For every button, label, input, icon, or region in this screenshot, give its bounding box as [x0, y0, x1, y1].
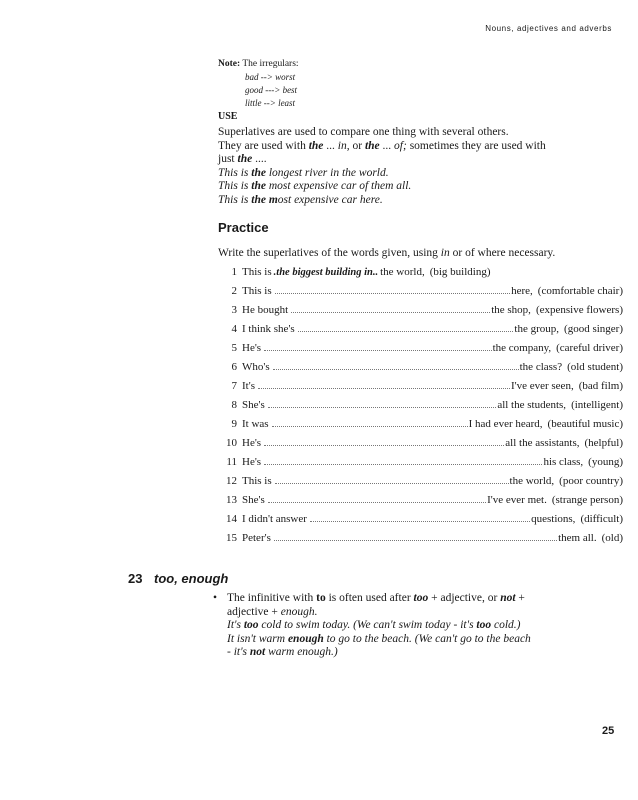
- item-number: 2: [231, 285, 237, 297]
- item-hint: (intelligent): [571, 399, 623, 411]
- item-hint: (expensive flowers): [535, 304, 623, 316]
- item-number: 4: [231, 323, 237, 335]
- item-continuation: them all.: [558, 532, 597, 544]
- item-continuation: the group,: [514, 323, 560, 335]
- answer-blank[interactable]: [274, 540, 557, 541]
- item-prompt: I think she's: [242, 323, 295, 335]
- exercise-item: [218, 437, 623, 456]
- item-number: 12: [226, 475, 237, 487]
- note-label: Note:: [218, 59, 241, 69]
- item-prompt: He's: [242, 342, 262, 354]
- item-hint: (good singer): [564, 323, 623, 335]
- exercise-item: [218, 380, 623, 399]
- running-head: Nouns, adjectives and adverbs: [485, 24, 612, 33]
- exercise-item: [218, 532, 623, 551]
- item-continuation: all the assistants,: [505, 437, 580, 449]
- answer-blank[interactable]: [273, 369, 519, 370]
- item-number: 9: [231, 418, 237, 430]
- item-continuation: I've ever met.: [487, 494, 547, 506]
- item-continuation: here,: [511, 285, 533, 297]
- item-number: 3: [231, 304, 237, 316]
- note-item: bad --> worst: [245, 72, 296, 82]
- item-hint: (poor country): [559, 475, 623, 487]
- answer-blank[interactable]: [258, 388, 510, 389]
- item-prompt: He's: [242, 437, 262, 449]
- item-hint: (young): [588, 456, 623, 468]
- item-prompt: This is: [242, 475, 272, 487]
- item-hint: (difficult): [580, 513, 623, 525]
- rule-text: adjective + enough.: [227, 605, 318, 618]
- use-line: just the ....: [218, 153, 267, 165]
- item-prompt: This is: [242, 285, 272, 297]
- item-number: 10: [226, 437, 237, 449]
- item-continuation: the shop,: [491, 304, 531, 316]
- item-continuation: I had ever heard,: [468, 418, 543, 430]
- item-prompt: It's: [242, 380, 255, 392]
- item-continuation: questions,: [531, 513, 576, 525]
- item-number: 7: [231, 380, 237, 392]
- item-hint: (old): [601, 532, 623, 544]
- exercise-item: [218, 513, 623, 532]
- answer-blank[interactable]: [272, 426, 468, 427]
- item-hint: (careful driver): [556, 342, 623, 354]
- irregulars-note: [218, 58, 299, 110]
- item-number: 8: [231, 399, 237, 411]
- section-heading: [128, 571, 228, 586]
- practice-instructions: Write the superlatives of the words given, using in or of where necessary.: [218, 247, 556, 259]
- item-hint: (helpful): [584, 437, 623, 449]
- answer-blank[interactable]: [275, 483, 509, 484]
- item-continuation: the world,: [509, 475, 555, 487]
- bullet-line: [213, 592, 573, 606]
- section-body: [213, 592, 573, 660]
- item-answer: .the biggest building in..: [273, 267, 379, 278]
- use-heading: USE: [218, 111, 238, 122]
- answer-blank[interactable]: [268, 502, 486, 503]
- practice-heading: Practice: [218, 220, 269, 235]
- use-paragraph: [218, 126, 588, 207]
- page-number: 25: [602, 725, 615, 737]
- item-prompt: This is: [242, 266, 272, 278]
- answer-blank[interactable]: [264, 445, 504, 446]
- item-continuation: his class,: [543, 456, 584, 468]
- item-prompt: It was: [242, 418, 269, 430]
- use-line: They are used with the ... in, or the ... of; sometimes they are used with: [218, 139, 546, 152]
- exercise-item: [218, 342, 623, 361]
- item-number: 5: [231, 342, 237, 354]
- exercise-item: [218, 285, 623, 304]
- item-number: 14: [226, 513, 237, 525]
- item-hint: (big building): [429, 266, 491, 278]
- item-prompt: I didn't answer: [242, 513, 307, 525]
- example-line: It isn't warm enough to go to the beach. (We can't go to the beach: [227, 632, 531, 645]
- item-number: 1: [231, 266, 237, 278]
- item-hint: (comfortable chair): [537, 285, 623, 297]
- use-example: This is the longest river in the world.: [218, 166, 389, 179]
- answer-blank[interactable]: [264, 350, 491, 351]
- item-continuation: all the students,: [497, 399, 567, 411]
- answer-blank[interactable]: [268, 407, 497, 408]
- item-hint: (strange person): [551, 494, 623, 506]
- item-prompt: She's: [242, 399, 265, 411]
- use-example: This is the most expensive car of them all.: [218, 180, 412, 192]
- item-hint: (old student): [567, 361, 623, 373]
- item-continuation: the class?: [519, 361, 563, 373]
- rule-text: The infinitive with to is often used after too + adjective, or not +: [227, 592, 525, 604]
- bullet-icon: •: [213, 592, 218, 604]
- item-continuation: the company,: [492, 342, 552, 354]
- item-number: 15: [226, 532, 237, 544]
- use-line: Superlatives are used to compare one thing with several others.: [218, 126, 509, 138]
- use-example: This is the most expensive car here.: [218, 193, 383, 206]
- exercise-item: [218, 399, 623, 418]
- exercise-item: [218, 418, 623, 437]
- answer-blank[interactable]: [310, 521, 530, 522]
- item-prompt: He's: [242, 456, 262, 468]
- answer-blank[interactable]: [298, 331, 514, 332]
- note-item: good ---> best: [245, 85, 298, 95]
- note-item: little --> least: [245, 98, 296, 108]
- exercise-list: [218, 266, 623, 551]
- item-prompt: Who's: [242, 361, 270, 373]
- section-title: too, enough: [154, 571, 229, 586]
- section-number: 23: [128, 571, 143, 586]
- example-line: - it's not warm enough.): [227, 646, 338, 658]
- answer-blank[interactable]: [264, 464, 542, 465]
- item-continuation: I've ever seen,: [510, 380, 574, 392]
- exercise-item: [218, 323, 623, 342]
- exercise-item: [218, 266, 623, 285]
- item-continuation: the world,: [380, 266, 425, 278]
- exercise-item: [218, 475, 623, 494]
- item-prompt: She's: [242, 494, 265, 506]
- note-intro: The irregulars:: [242, 59, 299, 69]
- item-prompt: Peter's: [242, 532, 271, 544]
- item-hint: (beautiful music): [547, 418, 623, 430]
- item-hint: (bad film): [578, 380, 623, 392]
- exercise-item: [218, 304, 623, 323]
- item-number: 6: [231, 361, 237, 373]
- exercise-item: [218, 494, 623, 513]
- item-number: 13: [226, 494, 237, 506]
- item-prompt: He bought: [242, 304, 289, 316]
- note-list: [218, 71, 299, 110]
- exercise-item: [218, 456, 623, 475]
- answer-blank[interactable]: [291, 312, 490, 313]
- answer-blank[interactable]: [275, 293, 510, 294]
- example-line: It's too cold to swim today. (We can't swim today - it's too cold.): [227, 619, 521, 631]
- exercise-item: [218, 361, 623, 380]
- item-number: 11: [226, 456, 237, 468]
